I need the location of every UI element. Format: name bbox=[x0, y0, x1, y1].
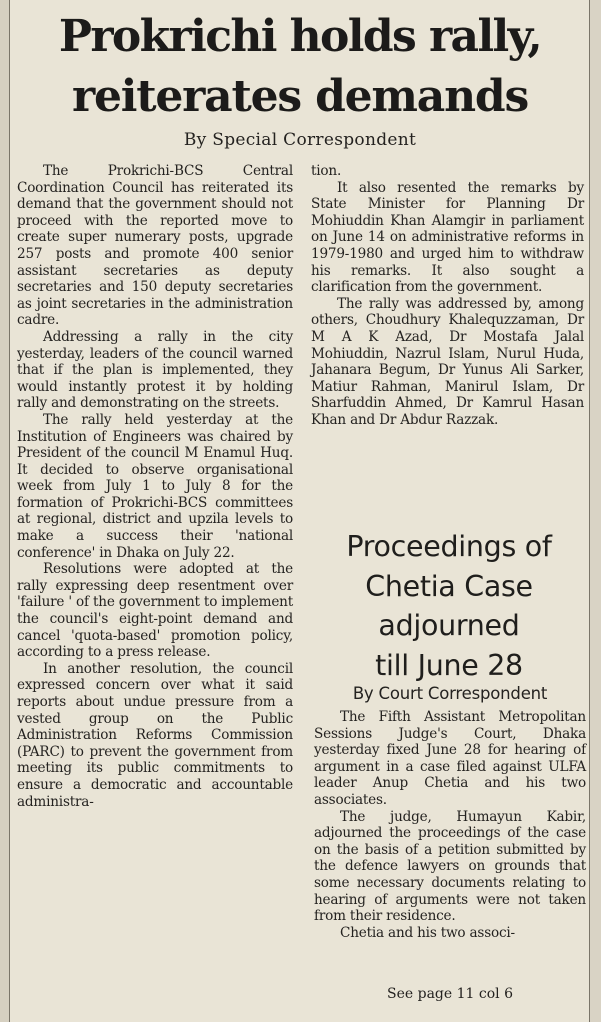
second-article-body bbox=[314, 709, 586, 941]
second-headline-line-4: till June 28 bbox=[375, 648, 523, 682]
paragraph: The judge, Humayun Kabir, adjourned the proceedings of the case on the basis of a petition submitted by the defence lawyers on grounds that some necessary documents relating to hearing of arguments were not taken from their residence. bbox=[314, 808, 586, 925]
byline: By Special Correspondent bbox=[183, 130, 417, 150]
paragraph: Chetia and his two associ- bbox=[340, 924, 515, 941]
paragraph: It also resented the remarks by State Minister for Planning Dr Mohiuddin Khan Alamgir in parliament on June 14 on administrative reforms in 1979-1980 and urged him to withdraw his remarks. It also sought a clarification from the government. bbox=[311, 179, 584, 296]
paragraph: Addressing a rally in the city yesterday, leaders of the council warned that if the plan is implemented, they would instantly protest it by holding rally and demonstrating on the streets. bbox=[17, 328, 293, 412]
headline-line-2: reiterates demands bbox=[71, 71, 529, 122]
paragraph: In another resolution, the council expressed concern over what it said reports about undue pressure from a vested group on the Public Administration Reforms Commission (PARC) to prevent the government from meeting its public commitments to ensure a democratic and accountable administra- bbox=[17, 660, 293, 810]
paragraph: The rally was addressed by, among others, Choudhury Khalequzzaman, Dr M A K Azad, Dr Mostafa Jalal Mohiuddin, Nazrul Islam, Nurul Huda, Jahanara Begum, Dr Yunus Ali Sarker, Matiur Rahman, Manirul Islam, Dr Sharfuddin Ahmed, Dr Kamrul Hasan Khan and Dr Abdur Razzak. bbox=[311, 295, 584, 428]
column-rule-left bbox=[9, 0, 10, 1022]
second-byline: By Court Correspondent bbox=[352, 684, 548, 703]
continued-on-page: See page 11 col 6 bbox=[387, 986, 513, 1002]
second-headline-line-1: Proceedings of bbox=[346, 530, 552, 563]
paragraph: The Fifth Assistant Metropolitan Sessions Judge's Court, Dhaka yesterday fixed June 28 for hearing of argument in a case filed against ULFA leader Anup Chetia and his two associates. bbox=[314, 709, 586, 808]
second-headline bbox=[307, 527, 591, 685]
article-left-column bbox=[17, 163, 293, 810]
paragraph-continuation: tion. bbox=[311, 163, 342, 179]
paragraph: Resolutions were adopted at the rally expressing deep resentment over 'failure ' of the government to implement the council's eight-point demand and cancel 'quota-based' promotion policy, according to a press release. bbox=[17, 561, 293, 661]
paragraph: The Prokrichi-BCS Central Coordination Council has reiterated its demand that the government should not proceed with the reported move to create super numerary posts, upgrade 257 posts and promote 400 senior assistant secretaries as deputy secretaries and 150 deputy secretaries as joint secretaries in the administration cadre. bbox=[17, 163, 293, 329]
page-edge-right bbox=[590, 0, 601, 1022]
paragraph: The rally held yesterday at the Institution of Engineers was chaired by President of the council M Enamul Huq. It decided to observe organisational week from July 1 to July 8 for the formation of Prokrichi-BCS committees at regional, district and upzila levels to make a success their 'national conference' in Dhaka on July 22. bbox=[17, 411, 293, 561]
second-headline-line-3: adjourned bbox=[378, 609, 520, 642]
article-right-column bbox=[311, 163, 584, 429]
second-headline-line-2: Chetia Case bbox=[365, 569, 533, 603]
headline-line-1: Prokrichi holds rally, bbox=[58, 11, 542, 62]
column-rule-right bbox=[589, 0, 590, 1022]
